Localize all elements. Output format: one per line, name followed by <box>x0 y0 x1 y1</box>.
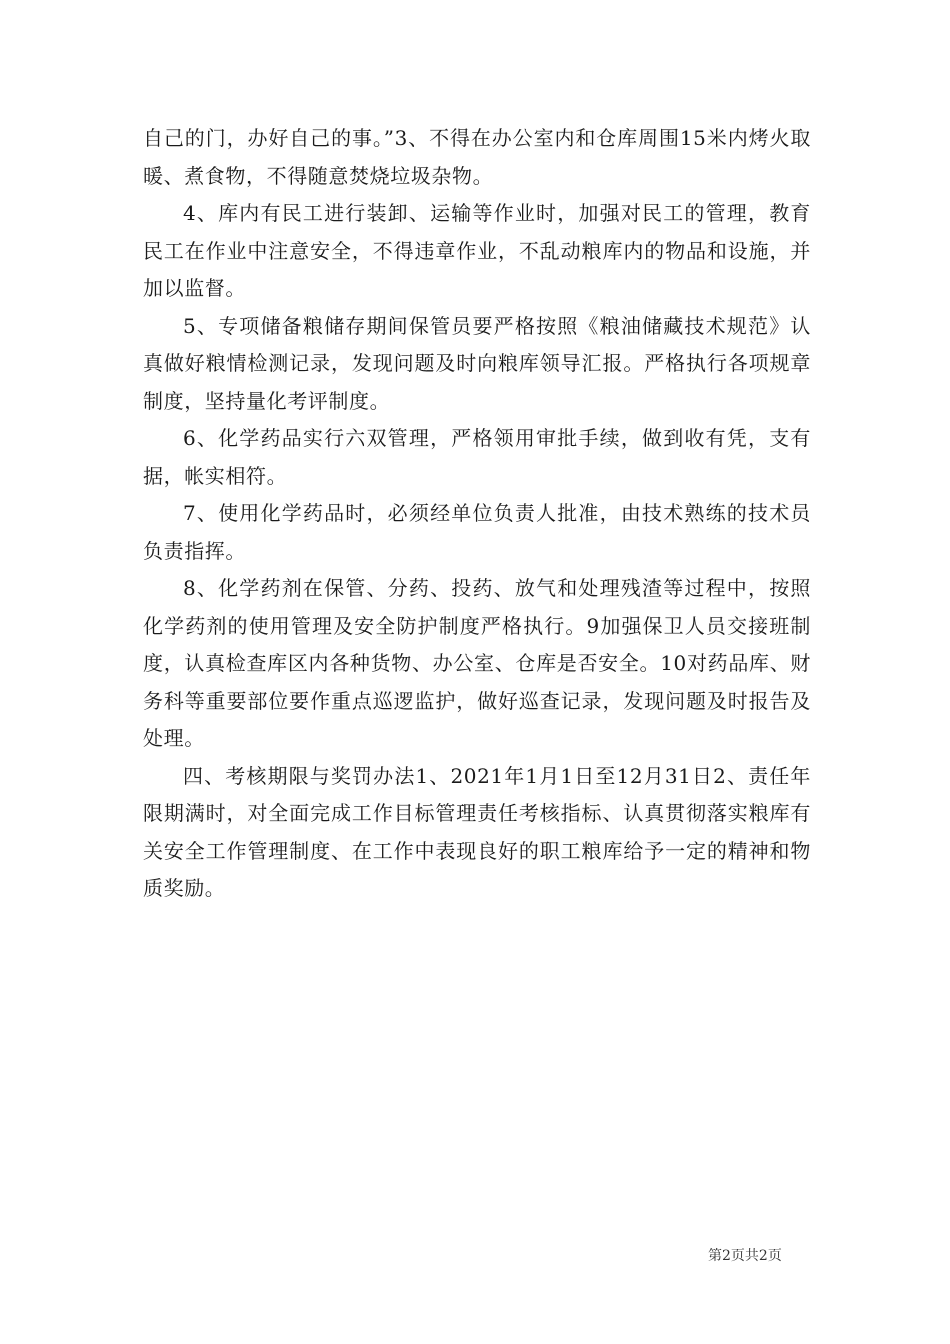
paragraph-5: 7、使用化学药品时，必须经单位负责人批准，由技术熟练的技术员负责指挥。 <box>143 501 811 563</box>
paragraph-6: 8、化学药剂在保管、分药、投药、放气和处理残渣等过程中，按照化学药剂的使用管理及安全防护制度严格执行。9加强保卫人员交接班制度，认真检查库区内各种货物、办公室、仓库是否安全。10对药品库、财务科等重要部位要作重点巡逻监护，做好巡查记录，发现问题及时报告及处理。 <box>143 576 811 750</box>
paragraph-2: 4、库内有民工进行装卸、运输等作业时，加强对民工的管理，教育民工在作业中注意安全，不得违章作业，不乱动粮库内的物品和设施，并加以监督。 <box>143 201 811 300</box>
paragraph-3: 5、专项储备粮储存期间保管员要严格按照《粮油储藏技术规范》认真做好粮情检测记录，发现问题及时向粮库领导汇报。严格执行各项规章制度，坚持量化考评制度。 <box>143 313 811 413</box>
paragraph-1: 自己的门，办好自己的事。”3、不得在办公室内和仓库周围15米内烤火取暖、煮食物，不得随意焚烧垃圾杂物。 <box>143 126 811 188</box>
document-body <box>143 120 811 908</box>
paragraph-7: 四、考核期限与奖罚办法1、2021年1月1日至12月31日2、责任年限期满时，对全面完成工作目标管理责任考核指标、认真贯彻落实粮库有关安全工作管理制度、在工作中表现良好的职工粮库给予一定的精神和物质奖励。 <box>143 763 811 900</box>
paragraph-4: 6、化学药品实行六双管理，严格领用审批手续，做到收有凭，支有据，帐实相符。 <box>143 426 811 488</box>
page-number: 第2页共2页 <box>708 1248 782 1264</box>
